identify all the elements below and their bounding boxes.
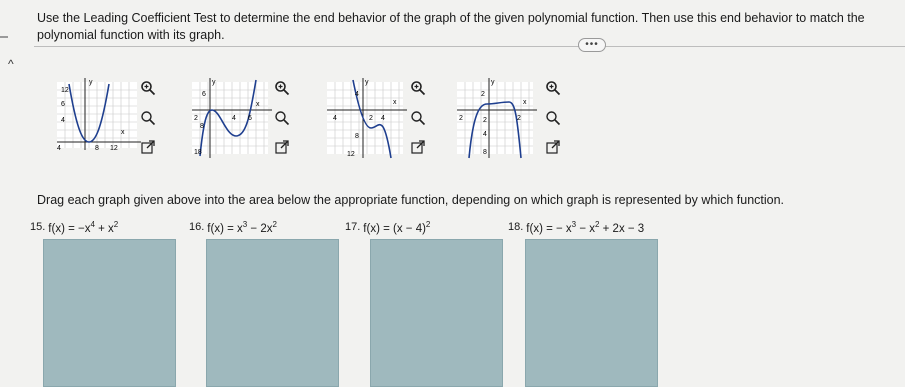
- drop-zone-17[interactable]: [370, 239, 503, 387]
- graph-c-tick: x: [393, 99, 397, 106]
- graph-d-tick: 2: [459, 115, 463, 122]
- graph-c-tick: 2: [369, 115, 373, 122]
- more-button[interactable]: •••: [578, 38, 606, 52]
- graph-b-tick: 8: [200, 123, 204, 130]
- graph-b-tick: 6: [248, 115, 252, 122]
- graph-c-tick: y: [365, 79, 369, 86]
- graph-a-tick: x: [121, 129, 125, 136]
- graph-c-plot[interactable]: [325, 76, 410, 161]
- graph-c-tick: 8: [355, 133, 359, 140]
- zoom-in-icon[interactable]: [140, 80, 156, 96]
- expand-icon[interactable]: [546, 140, 560, 154]
- graph-d-plot[interactable]: [455, 76, 540, 161]
- graph-d-tick: 2: [517, 115, 521, 122]
- graph-a-tick: 6: [61, 101, 65, 108]
- expand-icon[interactable]: [141, 140, 155, 154]
- graph-d-tick: 8: [483, 149, 487, 156]
- expand-icon[interactable]: [275, 140, 289, 154]
- graph-c-tick: 4: [355, 91, 359, 98]
- graph-d-tick: 2: [483, 117, 487, 124]
- graph-b-tick: 2: [194, 115, 198, 122]
- graph-a-tick: 12: [110, 145, 118, 152]
- graph-card-b[interactable]: [190, 76, 320, 166]
- graph-d-tick: 2: [481, 91, 485, 98]
- graph-card-a[interactable]: [55, 76, 185, 166]
- graph-b-tick: 18: [194, 149, 202, 156]
- section-divider: [34, 46, 905, 47]
- function-17: [345, 220, 430, 235]
- function-expression: $f(x) = -x^4 + x^2$: [48, 220, 119, 235]
- graph-a-tick: y: [89, 79, 93, 86]
- graph-card-c[interactable]: [325, 76, 455, 166]
- graph-a-plot[interactable]: [55, 76, 145, 156]
- zoom-in-icon[interactable]: [545, 80, 561, 96]
- graph-card-d[interactable]: [455, 76, 585, 166]
- zoom-out-icon[interactable]: [140, 110, 156, 126]
- drop-zone-16[interactable]: [206, 239, 339, 387]
- function-expression: $f(x) = x^3 - 2x^2$: [207, 220, 277, 235]
- function-18: [508, 220, 644, 235]
- function-number: 17.: [345, 220, 361, 233]
- zoom-in-icon[interactable]: [410, 80, 426, 96]
- graph-b-tick: x: [256, 101, 260, 108]
- function-number: 16.: [189, 220, 205, 233]
- drag-instructions: Drag each graph given above into the area below the appropriate function, depending on which graph is represented by which function.: [37, 193, 785, 207]
- graph-a-tick: 4: [57, 145, 61, 152]
- graph-b-tick: 4: [232, 115, 236, 122]
- function-expression: $f(x) = (x - 4)^2$: [363, 220, 431, 235]
- graph-c-tick: 12: [347, 151, 355, 158]
- instructions-text: Use the Leading Coefficient Test to determine the end behavior of the graph of the given polynomial function. Then use this end behavior to match the polynomial function with its graph.: [37, 11, 865, 42]
- left-edge-mark: [0, 36, 8, 38]
- graph-d-tick: 4: [483, 131, 487, 138]
- graph-b-tick: 6: [202, 91, 206, 98]
- drop-zone-15[interactable]: [43, 239, 176, 387]
- graph-d-tick: x: [523, 99, 527, 106]
- zoom-out-icon[interactable]: [545, 110, 561, 126]
- zoom-in-icon[interactable]: [274, 80, 290, 96]
- function-expression: f(x) = − $x^3 - x^2 + 2x - 3$: [526, 220, 645, 235]
- graph-b-plot[interactable]: [190, 76, 275, 161]
- expand-icon[interactable]: [411, 140, 425, 154]
- function-16: [189, 220, 277, 235]
- graph-b-tick: y: [212, 79, 216, 86]
- graph-c-tick: 4: [381, 115, 385, 122]
- function-number: 15.: [30, 220, 46, 233]
- graph-a-tick: 12: [61, 87, 69, 94]
- function-15: [30, 220, 118, 235]
- zoom-out-icon[interactable]: [274, 110, 290, 126]
- graph-a-tick: 4: [61, 117, 65, 124]
- graph-a-tick: 8: [95, 145, 99, 152]
- drop-zone-18[interactable]: [525, 239, 658, 387]
- graph-c-tick: 4: [333, 115, 337, 122]
- zoom-out-icon[interactable]: [410, 110, 426, 126]
- function-number: 18.: [508, 220, 524, 233]
- graph-d-tick: y: [491, 79, 495, 86]
- collapse-caret-icon[interactable]: ^: [8, 57, 14, 71]
